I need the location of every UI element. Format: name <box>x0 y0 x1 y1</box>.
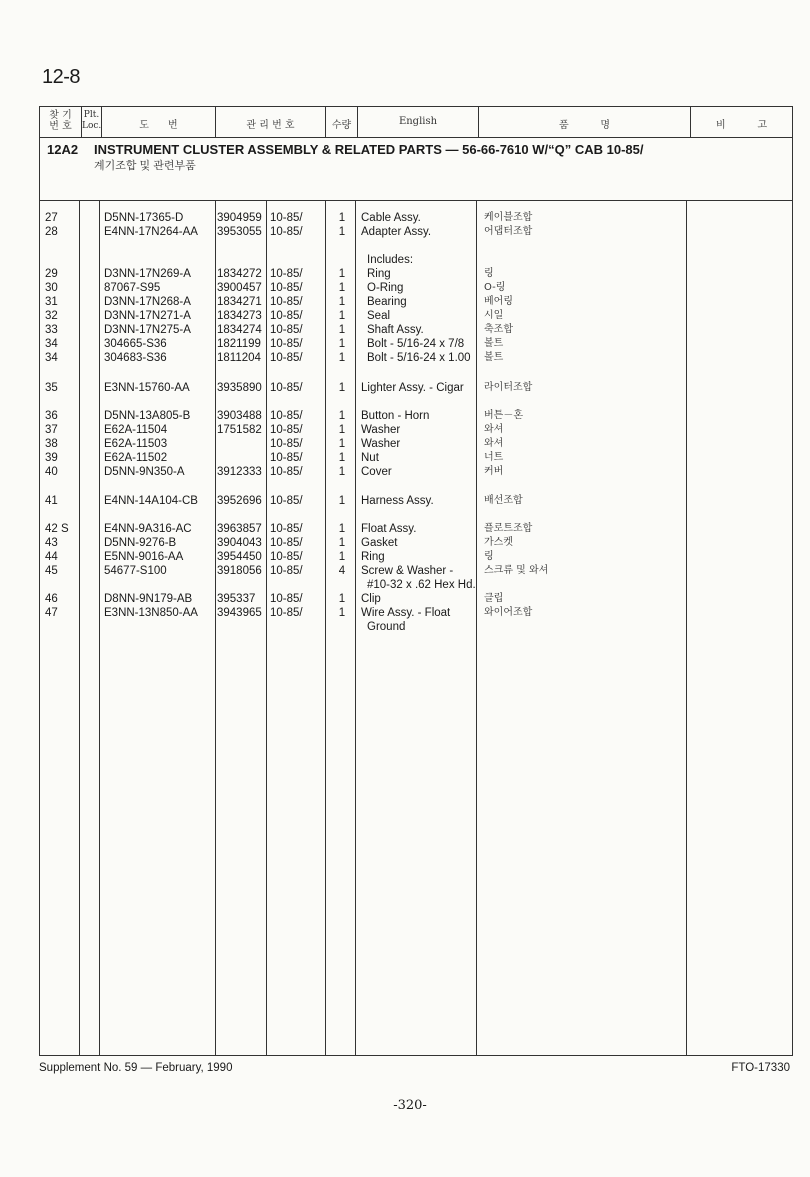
korean-desc: 커버 <box>484 466 504 477</box>
korean-desc: 베어링 <box>484 296 513 307</box>
effectivity: 10-85/ <box>270 523 303 535</box>
english-desc: Bearing <box>367 296 407 308</box>
part-no: D3NN-17N275-A <box>104 324 191 336</box>
ref-no: 34 <box>45 352 58 364</box>
english-desc: Cover <box>361 466 392 478</box>
part-no: E4NN-14A104-CB <box>104 495 198 507</box>
english-desc: Bolt - 5/16-24 x 7/8 <box>367 338 465 350</box>
table-row <box>0 550 810 564</box>
effectivity: 10-85/ <box>270 607 303 619</box>
part-no: E62A-11504 <box>104 424 168 436</box>
korean-desc: 와셔 <box>484 424 504 435</box>
ref-no: 31 <box>45 296 58 308</box>
english-desc: Float Assy. <box>361 523 417 535</box>
korean-desc: 배선조합 <box>484 495 523 506</box>
table-row <box>0 295 810 309</box>
effectivity: 10-85/ <box>270 495 303 507</box>
section-subtitle: 계기조합 및 관련부품 <box>94 160 196 172</box>
mgmt-no: 1811204 <box>217 352 261 364</box>
header-ref-no: 찾 기 번 호 <box>49 110 72 132</box>
table-row <box>0 494 810 508</box>
ref-no: 36 <box>45 410 58 422</box>
mgmt-no: 3904959 <box>217 212 262 224</box>
ref-no: 46 <box>45 593 58 605</box>
effectivity: 10-85/ <box>270 537 303 549</box>
part-no: D5NN-9276-B <box>104 537 177 549</box>
section-title: INSTRUMENT CLUSTER ASSEMBLY & RELATED PARTS — 56-66-7610 W/“Q” CAB 10-85/ <box>94 142 644 157</box>
part-no: E62A-11502 <box>104 452 168 464</box>
korean-desc: 라이터조합 <box>484 382 533 393</box>
ref-no: 44 <box>45 551 58 563</box>
english-desc: Includes: <box>367 254 414 266</box>
table-row <box>0 211 810 225</box>
part-no: E3NN-13N850-AA <box>104 607 198 619</box>
effectivity: 10-85/ <box>270 212 303 224</box>
mgmt-no: 3903488 <box>217 410 262 422</box>
mgmt-no: 1821199 <box>217 338 261 350</box>
table-row <box>0 606 810 620</box>
quantity: 1 <box>338 324 346 336</box>
quantity: 1 <box>338 438 346 450</box>
ref-no: 45 <box>45 565 58 577</box>
mgmt-no: 3953055 <box>217 226 262 238</box>
effectivity: 10-85/ <box>270 324 303 336</box>
table-row <box>0 267 810 281</box>
header-remarks: 비 고 <box>715 120 768 131</box>
english-desc: Washer <box>361 424 401 436</box>
english-desc: #10-32 x .62 Hex Hd. <box>367 579 476 591</box>
mgmt-no: 1751582 <box>217 424 262 436</box>
mgmt-no: 395337 <box>217 593 256 605</box>
mgmt-no: 3935890 <box>217 382 262 394</box>
ref-no: 37 <box>45 424 58 436</box>
table-row <box>0 351 810 365</box>
korean-desc: 링 <box>484 551 494 562</box>
effectivity: 10-85/ <box>270 338 303 350</box>
effectivity: 10-85/ <box>270 593 303 605</box>
table-row <box>0 564 810 578</box>
part-no: 304665-S36 <box>104 338 167 350</box>
english-desc: Wire Assy. - Float <box>361 607 451 619</box>
quantity: 1 <box>338 593 346 605</box>
quantity: 1 <box>338 424 346 436</box>
effectivity: 10-85/ <box>270 565 303 577</box>
table-row <box>0 337 810 351</box>
part-no: 87067-S95 <box>104 282 161 294</box>
part-no: E5NN-9016-AA <box>104 551 184 563</box>
mgmt-no: 1834274 <box>217 324 262 336</box>
ref-no: 34 <box>45 338 58 350</box>
effectivity: 10-85/ <box>270 424 303 436</box>
korean-desc: 볼트 <box>484 338 504 349</box>
mgmt-no: 3952696 <box>217 495 262 507</box>
table-row <box>0 253 810 267</box>
effectivity: 10-85/ <box>270 352 303 364</box>
effectivity: 10-85/ <box>270 452 303 464</box>
ref-no: 42 S <box>45 523 69 535</box>
quantity: 1 <box>338 551 346 563</box>
form-number: FTO-17330 <box>731 1062 790 1074</box>
effectivity: 10-85/ <box>270 410 303 422</box>
quantity: 1 <box>338 338 346 350</box>
mgmt-no: 3954450 <box>217 551 262 563</box>
effectivity: 10-85/ <box>270 438 303 450</box>
ref-no: 38 <box>45 438 58 450</box>
table-row <box>0 423 810 437</box>
english-desc: Ring <box>367 268 391 280</box>
ref-no: 29 <box>45 268 58 280</box>
part-no: 54677-S100 <box>104 565 167 577</box>
quantity: 1 <box>338 282 346 294</box>
table-row <box>0 225 810 239</box>
part-no: E62A-11503 <box>104 438 168 450</box>
korean-desc: 어댑터조합 <box>484 226 533 237</box>
english-desc: Seal <box>367 310 391 322</box>
part-no: E4NN-17N264-AA <box>104 226 198 238</box>
mgmt-no: 3963857 <box>217 523 262 535</box>
part-no: 304683-S36 <box>104 352 167 364</box>
part-no: D3NN-17N271-A <box>104 310 191 322</box>
mgmt-no: 3900457 <box>217 282 262 294</box>
quantity: 1 <box>338 607 346 619</box>
header-part-no: 도 번 <box>139 120 178 131</box>
header-english: English <box>398 116 438 127</box>
table-row <box>0 281 810 295</box>
korean-desc: 와셔 <box>484 438 504 449</box>
table-row <box>0 620 810 634</box>
english-desc: O-Ring <box>367 282 404 294</box>
page-number: 12-8 <box>42 66 81 88</box>
quantity: 1 <box>338 495 346 507</box>
quantity: 1 <box>338 466 346 478</box>
quantity: 1 <box>338 296 346 308</box>
header-plt-loc: Plt. Loc. <box>82 110 102 131</box>
korean-desc: 와이어조합 <box>484 607 533 618</box>
english-desc: Screw & Washer - <box>361 565 454 577</box>
part-no: E3NN-15760-AA <box>104 382 190 394</box>
table-row <box>0 323 810 337</box>
mgmt-no: 1834273 <box>217 310 262 322</box>
header-qty: 수량 <box>331 120 352 131</box>
table-row <box>0 451 810 465</box>
quantity: 1 <box>338 410 346 422</box>
korean-desc: 볼트 <box>484 352 504 363</box>
page-footer-number: -320- <box>393 1098 427 1113</box>
table-row <box>0 409 810 423</box>
effectivity: 10-85/ <box>270 551 303 563</box>
effectivity: 10-85/ <box>270 226 303 238</box>
quantity: 1 <box>338 523 346 535</box>
effectivity: 10-85/ <box>270 268 303 280</box>
table-row <box>0 536 810 550</box>
quantity: 1 <box>338 537 346 549</box>
korean-desc: 너트 <box>484 452 504 463</box>
mgmt-no: 1834272 <box>217 268 262 280</box>
english-desc: Adapter Assy. <box>361 226 432 238</box>
table-row <box>0 592 810 606</box>
ref-no: 43 <box>45 537 58 549</box>
english-desc: Clip <box>361 593 381 605</box>
quantity: 1 <box>338 226 346 238</box>
english-desc: Harness Assy. <box>361 495 434 507</box>
table-row <box>0 381 810 395</box>
table-row <box>0 437 810 451</box>
supplement-note: Supplement No. 59 — February, 1990 <box>39 1062 233 1074</box>
section-code: 12A2 <box>47 142 79 157</box>
part-no: D3NN-17N269-A <box>104 268 191 280</box>
ref-no: 47 <box>45 607 58 619</box>
effectivity: 10-85/ <box>270 466 303 478</box>
part-no: D3NN-17N268-A <box>104 296 191 308</box>
english-desc: Ground <box>367 621 406 633</box>
english-desc: Ring <box>361 551 385 563</box>
ref-no: 33 <box>45 324 58 336</box>
korean-desc: 클립 <box>484 593 504 604</box>
english-desc: Lighter Assy. - Cigar <box>361 382 464 394</box>
header-divider <box>40 137 792 138</box>
table-row <box>0 465 810 479</box>
effectivity: 10-85/ <box>270 296 303 308</box>
korean-desc: 링 <box>484 268 494 279</box>
ref-no: 28 <box>45 226 58 238</box>
english-desc: Gasket <box>361 537 398 549</box>
mgmt-no: 3918056 <box>217 565 262 577</box>
quantity: 4 <box>338 565 346 577</box>
header-korean: 품 명 <box>558 120 611 131</box>
ref-no: 39 <box>45 452 58 464</box>
table-row <box>0 578 810 592</box>
mgmt-no: 3943965 <box>217 607 262 619</box>
part-no: D5NN-13A805-B <box>104 410 191 422</box>
english-desc: Washer <box>361 438 401 450</box>
english-desc: Cable Assy. <box>361 212 421 224</box>
mgmt-no: 1834271 <box>217 296 262 308</box>
korean-desc: 버튼－혼 <box>484 410 523 421</box>
part-no: D5NN-9N350-A <box>104 466 185 478</box>
ref-no: 27 <box>45 212 58 224</box>
ref-no: 41 <box>45 495 58 507</box>
korean-desc: 시일 <box>484 310 504 321</box>
header-mgmt-no: 관 리 번 호 <box>246 120 295 131</box>
table-row <box>0 522 810 536</box>
english-desc: Nut <box>361 452 379 464</box>
quantity: 1 <box>338 452 346 464</box>
part-no: D5NN-17365-D <box>104 212 184 224</box>
ref-no: 30 <box>45 282 58 294</box>
ref-no: 32 <box>45 310 58 322</box>
korean-desc: 가스켓 <box>484 537 513 548</box>
english-desc: Button - Horn <box>361 410 430 422</box>
part-no: E4NN-9A316-AC <box>104 523 192 535</box>
quantity: 1 <box>338 352 346 364</box>
effectivity: 10-85/ <box>270 282 303 294</box>
english-desc: Shaft Assy. <box>367 324 424 336</box>
korean-desc: O-링 <box>484 282 506 293</box>
effectivity: 10-85/ <box>270 310 303 322</box>
quantity: 1 <box>338 382 346 394</box>
korean-desc: 케이블조합 <box>484 212 533 223</box>
table-row <box>0 309 810 323</box>
mgmt-no: 3904043 <box>217 537 262 549</box>
english-desc: Bolt - 5/16-24 x 1.00 <box>367 352 471 364</box>
ref-no: 40 <box>45 466 58 478</box>
part-no: D8NN-9N179-AB <box>104 593 193 605</box>
mgmt-no: 3912333 <box>217 466 262 478</box>
section-divider <box>40 200 792 201</box>
quantity: 1 <box>338 268 346 280</box>
quantity: 1 <box>338 212 346 224</box>
quantity: 1 <box>338 310 346 322</box>
korean-desc: 플로트조합 <box>484 523 533 534</box>
korean-desc: 축조합 <box>484 324 513 335</box>
korean-desc: 스크류 및 와셔 <box>484 565 549 576</box>
effectivity: 10-85/ <box>270 382 303 394</box>
ref-no: 35 <box>45 382 58 394</box>
